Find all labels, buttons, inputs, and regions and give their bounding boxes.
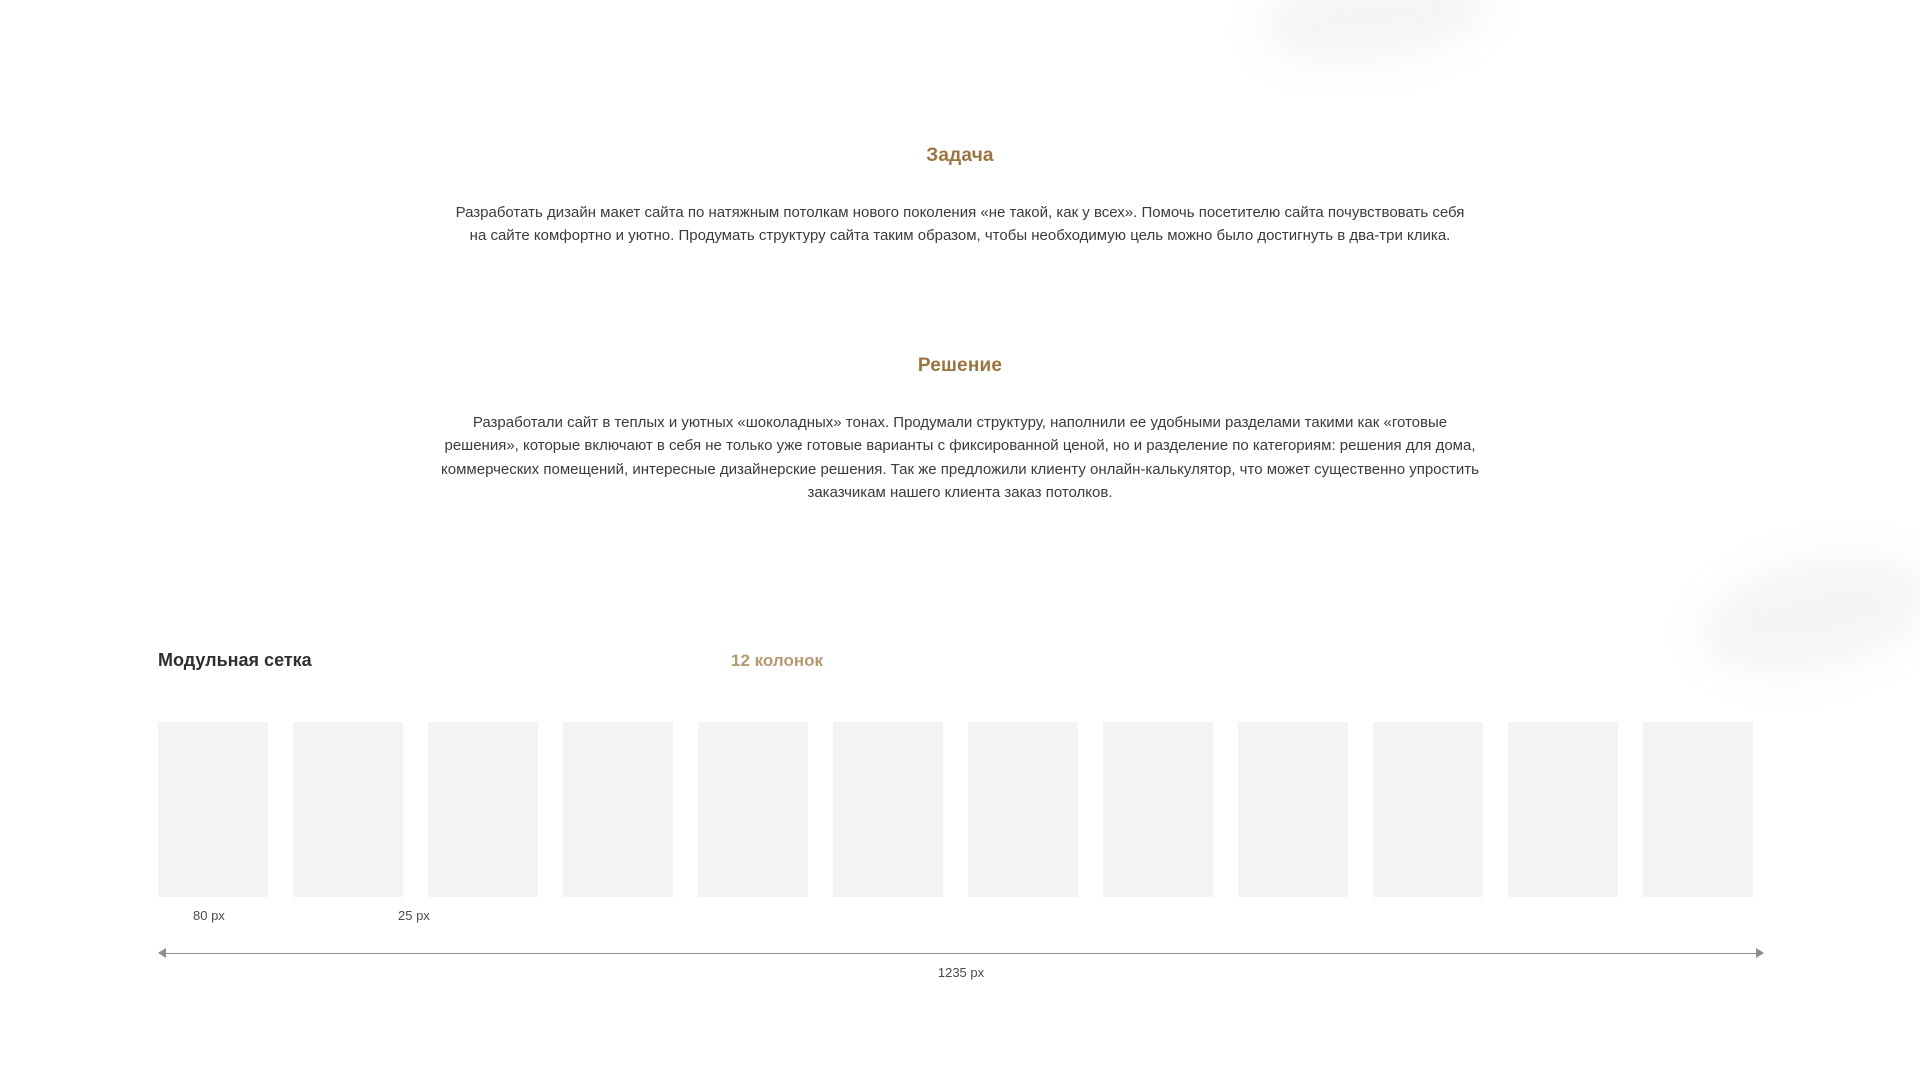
grid-column: [833, 722, 943, 897]
total-width-axis: [158, 948, 1764, 960]
grid-columns: [158, 722, 1764, 897]
grid-measurements: [158, 908, 1764, 928]
solution-body: Разработали сайт в теплых и уютных «шоколадных» тонах. Продумали структуру, наполнили ее удобными разделами такими как «готовые решения», которые включают в себя не только уже готовые варианты с фиксированной ценой, но и разделение по категориям: решения для дома, коммерческих помещений, интересные дизайнерские решения. Так же предложили клиенту онлайн-калькулятор, что может существенно упростить заказчикам нашего клиента заказ потолков.: [441, 414, 1479, 501]
grid-column: [563, 722, 673, 897]
grid-column: [1103, 722, 1213, 897]
task-body: Разработать дизайн макет сайта по натяжным потолкам нового поколения «не такой, как у всех». Помочь посетителю сайта почувствовать себя на сайте комфортно и уютно. Продумать структуру сайта таким образом, чтобы необходимую цель можно было достигнуть в два-три клика.: [455, 204, 1465, 245]
column-width-label: 80 px: [193, 908, 225, 923]
grid-columns-label: 12 колонок: [731, 651, 823, 670]
grid-column: [293, 722, 403, 897]
axis-line: [164, 953, 1758, 954]
grid-column: [698, 722, 808, 897]
modular-grid-section: [158, 650, 1768, 980]
grid-column: [428, 722, 538, 897]
grid-column: [1643, 722, 1753, 897]
grid-column: [968, 722, 1078, 897]
grid-column: [1238, 722, 1348, 897]
arrow-right-icon: [1756, 948, 1764, 958]
gutter-width-label: 25 px: [398, 908, 430, 923]
solution-title: Решение: [917, 355, 1003, 376]
grid-column: [158, 722, 268, 897]
grid-headings: [158, 650, 1768, 680]
solution-section: [0, 355, 1920, 504]
task-title: Задача: [926, 145, 994, 166]
task-section: [0, 145, 1920, 248]
grid-title: Модульная сетка: [158, 650, 312, 670]
total-width-label: 1235 px: [937, 965, 985, 980]
grid-column: [1508, 722, 1618, 897]
decorative-blur-top-right: [1255, 0, 1495, 76]
grid-column: [1373, 722, 1483, 897]
